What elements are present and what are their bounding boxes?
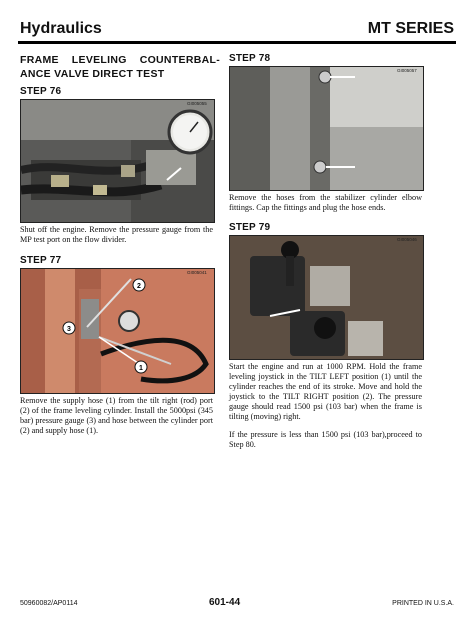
step-79-text-2: If the pressure is less than 1500 psi (103 bar),proceed to Step 80. xyxy=(229,430,422,449)
step-76-heading: STEP 76 xyxy=(20,86,62,97)
step-78-heading: STEP 78 xyxy=(229,53,271,64)
section-title: FRAME LEVELING COUNTERBAL-ANCE VALVE DIRECT TEST xyxy=(20,54,220,80)
step-79-photo-code: GI005046 xyxy=(397,237,417,242)
step-78-photo xyxy=(229,66,424,191)
step-77-photo-code: GI005041 xyxy=(187,270,207,275)
step-77-heading: STEP 77 xyxy=(20,255,62,266)
step-77-photo xyxy=(20,268,215,394)
step-76-text: Shut off the engine. Remove the pressure gauge from the MP test port on the flow divider. xyxy=(20,225,213,244)
step-79-text: Start the engine and run at 1000 RPM. Hold the frame leveling joystick in the TILT LEFT position (1) until the cylinder reaches the end of its stroke. Move and hold the joystick to the TILT RIGHT position (2). The pressure gauge should read 1500 psi (103 bar) when the frame is tilting (moving) right. xyxy=(229,362,422,421)
doc-number: 50960082/AP0114 xyxy=(20,600,78,607)
step-78-photo-code: GI005057 xyxy=(397,68,417,73)
section-header: Hydraulics xyxy=(20,20,102,37)
printed-note: PRINTED IN U.S.A. xyxy=(392,600,454,607)
callout-3: 3 xyxy=(67,326,71,333)
step-76-photo xyxy=(20,99,215,223)
step-76-photo-code: GI005055 xyxy=(187,101,207,106)
series-header: MT SERIES xyxy=(367,20,454,37)
page-number: 601-44 xyxy=(209,597,241,608)
header-rule xyxy=(18,41,456,44)
callout-1: 1 xyxy=(139,365,143,372)
step-78-text: Remove the hoses from the stabilizer cylinder elbow fittings. Cap the fittings and plug the hose ends. xyxy=(229,193,422,212)
step-79-photo xyxy=(229,235,424,360)
step-77-text: Remove the supply hose (1) from the tilt right (rod) port (2) of the frame leveling cylinder. Install the 5000psi (345 bar) pressure gauge (3) and hose between the cylinder port (2) and supply hose (1). xyxy=(20,396,213,435)
callout-2: 2 xyxy=(137,283,141,290)
step-79-heading: STEP 79 xyxy=(229,222,271,233)
